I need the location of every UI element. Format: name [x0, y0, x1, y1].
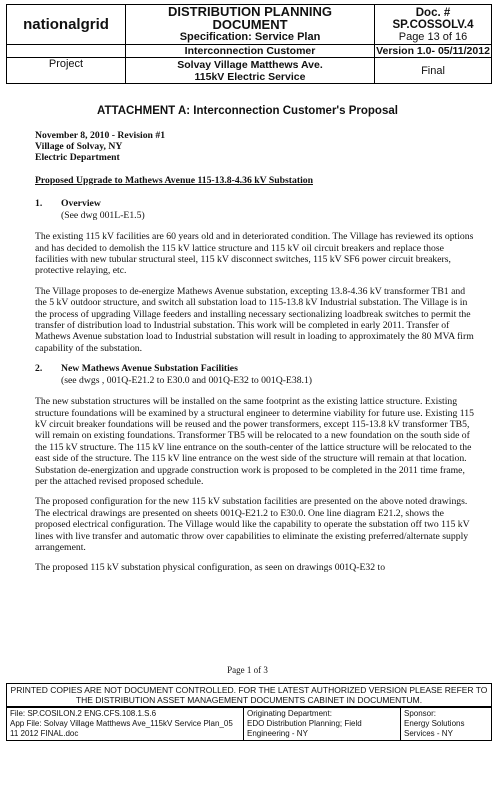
customer-label: Interconnection Customer: [126, 45, 375, 58]
originating-department: Originating Department: EDO Distribution Planning; Field Engineering - NY: [244, 708, 401, 741]
document-header: [6, 4, 492, 84]
paragraph: The Village proposes to de-energize Mathews Avenue substation, excepting 13.8-4.36 kV transformer TB1 and the 5 kV outdoor structure, and switch all substation load to 115-13.8 kV Industrial substation. The Village is in the process of upgrading Village feeders and installing necessary sectionalizing loadbreak switches to permit the transfer of distribution load to Industrial substation. This work will be completed in early 2011. Transfer of Mathews Avenue substation load to Industrial substation will result in loading to approximately the 80 MVA firm capability of the substation.: [35, 285, 474, 354]
doc-subtitle: Specification: Service Plan: [179, 31, 321, 43]
footer-table: [6, 707, 492, 741]
national-grid-logo: nationalgrid: [7, 5, 126, 45]
status-final: Final: [375, 58, 492, 84]
project-name-line2: 115kV Electric Service: [194, 70, 306, 83]
section-2-heading: 2. New Mathews Avenue Substation Facilities: [35, 363, 238, 375]
control-notice: PRINTED COPIES ARE NOT DOCUMENT CONTROLLED. FOR THE LATEST AUTHORIZED VERSION PLEASE REFER TO THE DISTRIBUTION ASSET MANAGEMENT DOCUMENTS CABINET IN DOCUMENTUM.: [6, 683, 492, 707]
org-department: Electric Department: [35, 152, 120, 163]
attachment-title: ATTACHMENT A: Interconnection Customer's Proposal: [97, 105, 398, 117]
page-number: Page 1 of 3: [227, 665, 268, 675]
doc-title-block: [126, 5, 375, 45]
doc-title-line2: DOCUMENT: [212, 17, 288, 32]
page-of: Page 13 of 16: [398, 30, 468, 43]
sponsor: Sponsor: Energy Solutions Services - NY: [401, 708, 492, 741]
paragraph: The existing 115 kV facilities are 60 years old and in deteriorated condition. The Village has reviewed its options and has decided to demolish the 115 kV lattice structure and 115 kV oil circuit breakers and replace those facilities with new tubular structural steel, 115 kV disconnect switches, 115 kV SF6 power circuit breakers, protective relaying, etc.: [35, 231, 474, 277]
section-1-ref: (See dwg 001L-E1.5): [61, 209, 145, 221]
project-name: [126, 58, 375, 84]
file-info: File: SP.COSILON.2 ENG.CFS.108.1.S.6 App File: Solvay Village Matthews Ave_115kV Service Plan_05 11 2012 FINAL.doc: [7, 708, 244, 741]
doc-title-line1: DISTRIBUTION PLANNING: [168, 4, 332, 19]
paragraph: The proposed 115 kV substation physical configuration, as seen on drawings 001Q-E32 to: [35, 562, 386, 574]
paragraph: The proposed configuration for the new 115 kV substation facilities are presented on the above noted drawings. The electrical drawings are presented on sheets 001Q-E21.2 to E30.0. One line diagram E21.2, shows the proposed electrical configuration. The Village would like the capability to operate the substation off two 115 kV lines with live transfer and automatic throw over capabilities to eliminate the existing preferred/alternate supply arrangement.: [35, 496, 470, 553]
subject-line: Proposed Upgrade to Mathews Avenue 115-13.8-4.36 kV Substation: [35, 175, 313, 186]
revision-date: November 8, 2010 - Revision #1: [35, 130, 166, 141]
section-1-heading: 1. Overview: [35, 198, 101, 210]
project-label: Project: [7, 58, 126, 84]
doc-number-block: [375, 5, 492, 45]
meta-block: [35, 130, 475, 163]
org-village: Village of Solvay, NY: [35, 141, 123, 152]
doc-number: Doc. # SP.COSSOLV.4: [392, 6, 474, 31]
document-body: [35, 130, 475, 583]
version-label: Version 1.0- 05/11/2012: [376, 45, 490, 57]
paragraph: The new substation structures will be installed on the same footprint as the existing lattice structure. Existing structure foundations will be examined by a structural engineer to determine viability for future use. Existing 115 kV circuit breaker foundations will be reused and the power transformers, except 115-13.8 kV transformer TB5, will remain on existing foundations. Transformer TB5 will be relocated to a new foundation on the south side of the 115 kV structure. The 115 kV line entrance on the south-center of the lattice structure will be relocated to the east side of the structure. The 115 kV line entrance on the west side of the structure will remain at that location. Substation de-energization and upgrade construction work is proposed to be completed in the 2011 time frame, per the attached revised proposed schedule.: [35, 396, 474, 487]
section-2-ref: (see dwgs , 001Q-E21.2 to E30.0 and 001Q-E32 to 001Q-E38.1): [61, 374, 313, 386]
project-name-line1: Solvay Village Matthews Ave.: [177, 58, 323, 71]
